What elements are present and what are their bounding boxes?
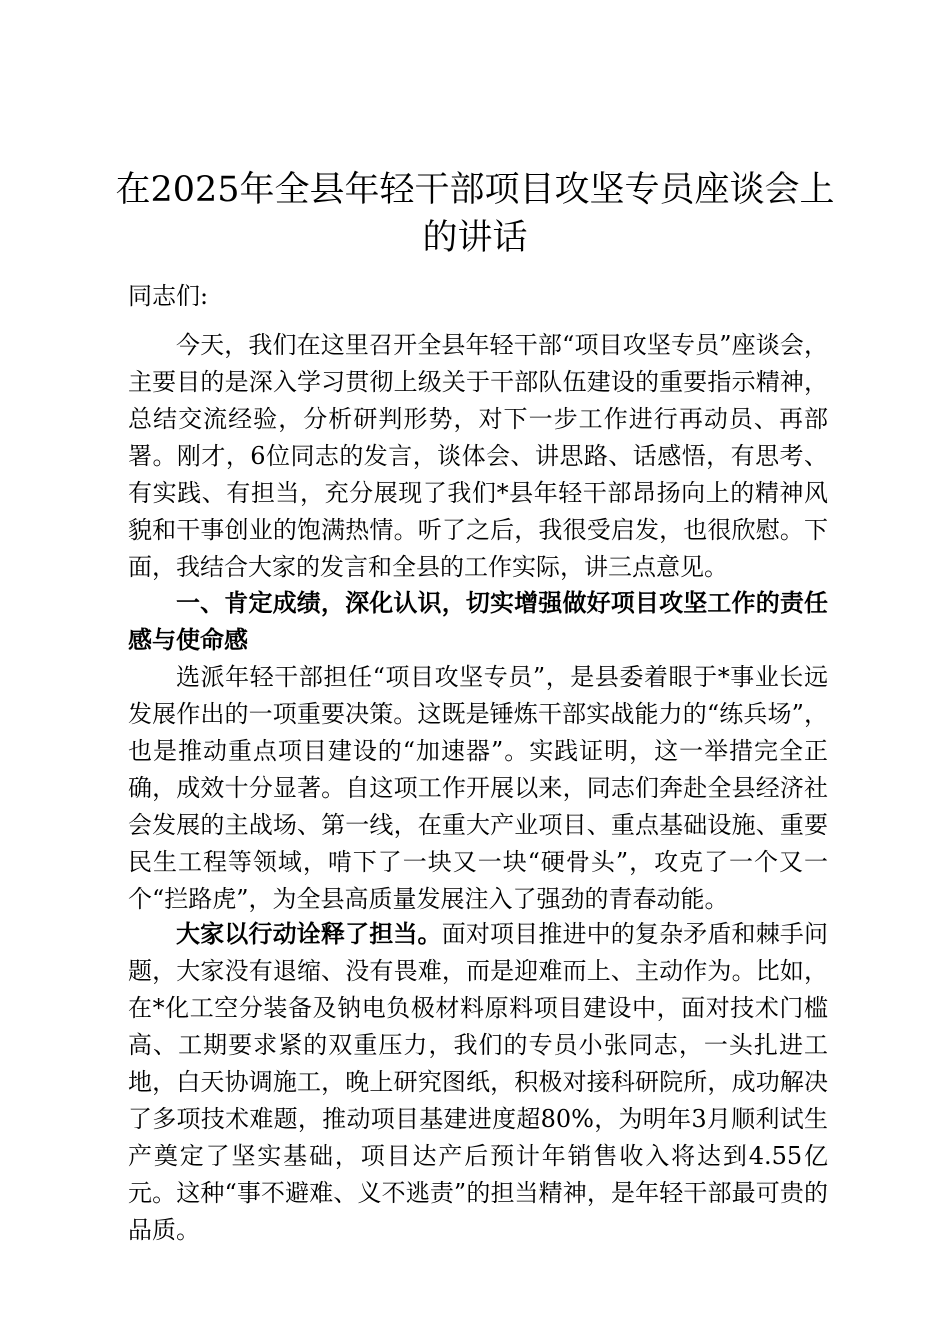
salutation: 同志们: <box>128 282 209 310</box>
point-1-body: 面对项目推进中的复杂矛盾和棘手问题，大家没有退缩、没有畏难，而是迎难而上、主动作为。比如，在*化工空分装备及钠电负极材料原料项目建设中，面对技术门槛高、工期要求紧的双重压力，我们的专员小张同志，一头扎进工地，白天协调施工，晚上研究图纸，积极对接科研院所，成功解决了多项技术难题，推动项目基建进度超80%，为明年3月顺利试生产奠定了坚实基础，项目达产后预计年销售收入将达到4.55亿元。这种“事不避难、义不逃责”的担当精神，是年轻干部最可贵的品质。 <box>128 920 829 1244</box>
section-heading-1: 一、肯定成绩，深化认识，切实增强做好项目攻坚工作的责任感与使命感 <box>128 589 828 654</box>
point-1-lead: 大家以行动诠释了担当。 <box>176 920 442 948</box>
point-1-paragraph <box>128 916 828 1249</box>
section-1-paragraph: 选派年轻干部担任“项目攻坚专员”，是县委着眼于*事业长远发展作出的一项重要决策。这既是锤炼干部实战能力的“练兵场”，也是推动重点项目建设的“加速器”。实践证明，这一举措完全正确，成效十分显著。自这项工作开展以来，同志们奔赴全县经济社会发展的主战场、第一线，在重大产业项目、重点基础设施、重要民生工程等领域，啃下了一块又一块“硬骨头”，攻克了一个又一个“拦路虎”，为全县高质量发展注入了强劲的青春动能。 <box>128 663 828 913</box>
document-title: 在2025年全县年轻干部项目攻坚专员座谈会上的讲话 <box>115 170 835 258</box>
intro-paragraph: 今天，我们在这里召开全县年轻干部“项目攻坚专员”座谈会，主要目的是深入学习贯彻上级关于干部队伍建设的重要指示精神，总结交流经验，分析研判形势，对下一步工作进行再动员、再部署。刚才，6位同志的发言，谈体会、讲思路、话感悟，有思考、有实践、有担当，充分展现了我们*县年轻干部昂扬向上的精神风貌和干事创业的饱满热情。听了之后，我很受启发，也很欣慰。下面，我结合大家的发言和全县的工作实际，讲三点意见。 <box>128 331 828 581</box>
